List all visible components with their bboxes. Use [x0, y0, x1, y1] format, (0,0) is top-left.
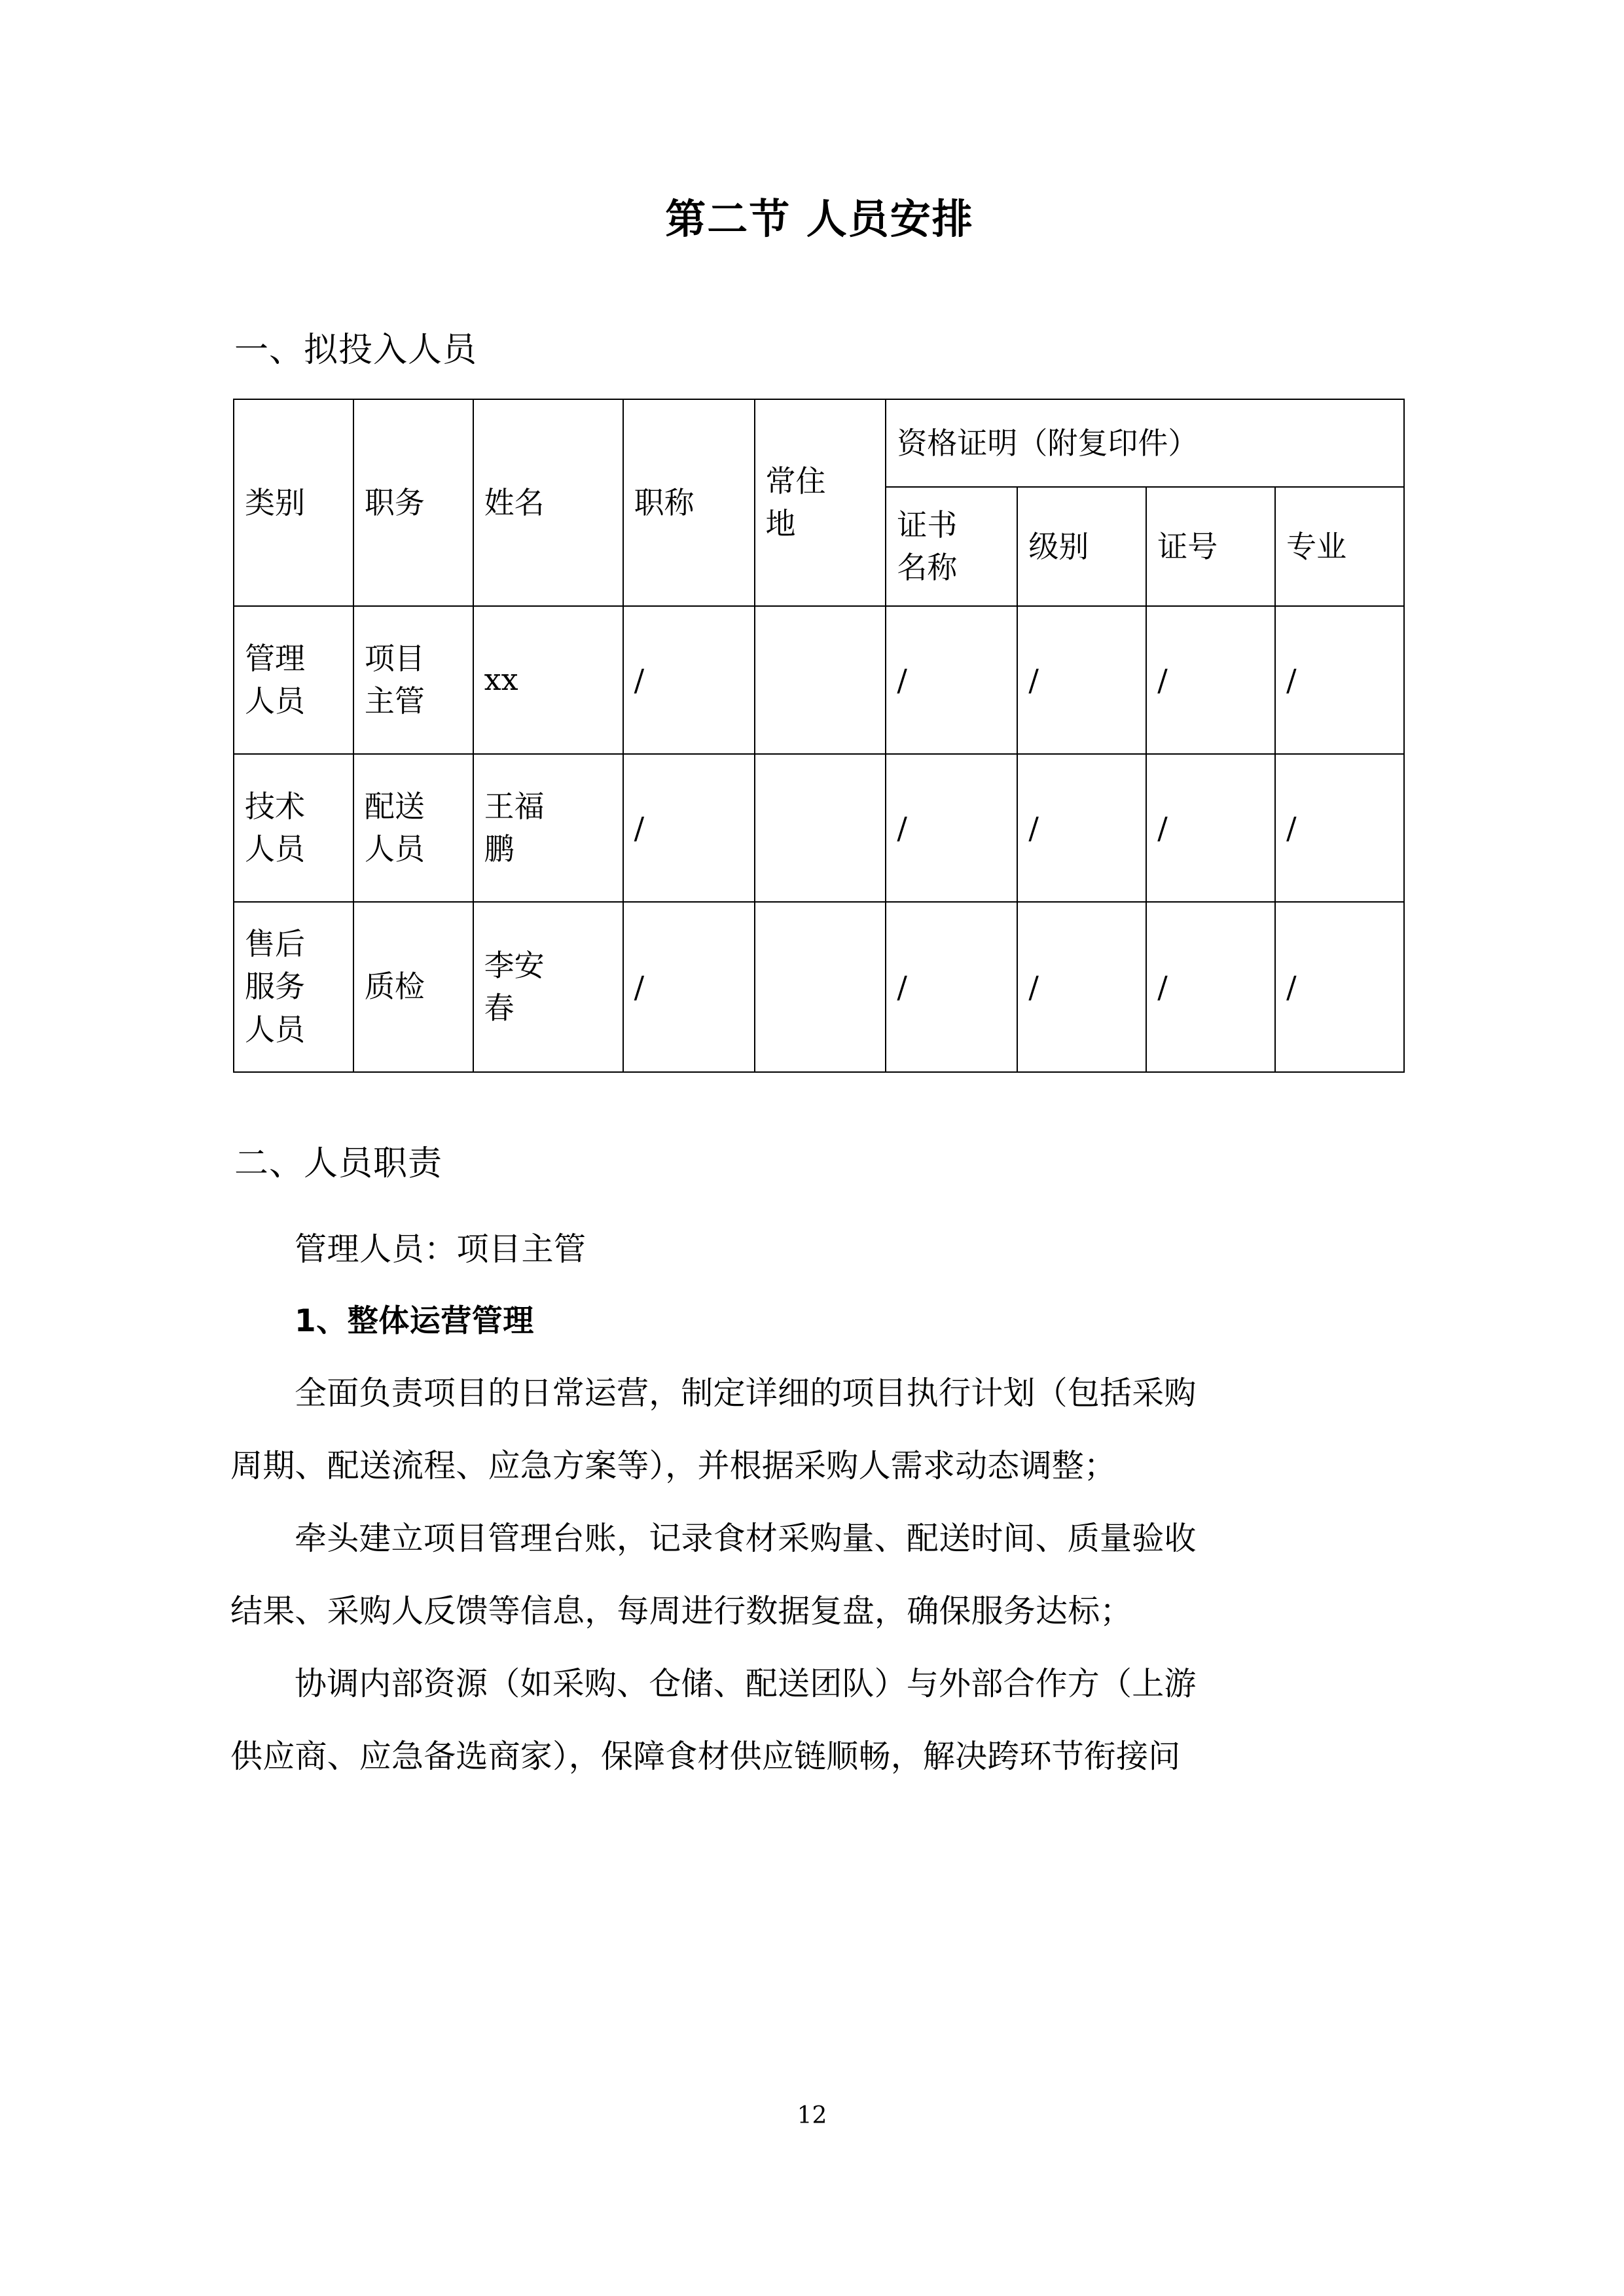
cell-residence	[755, 754, 886, 902]
cell-title-rank: /	[623, 754, 755, 902]
cert-name-line-2: 名称	[897, 550, 958, 585]
column-header-name: 姓名	[473, 399, 623, 606]
position-line-2: 人员	[364, 831, 425, 867]
category-line-1: 售后	[245, 926, 305, 962]
column-header-cert-name	[886, 487, 1017, 606]
cell-cert-number: /	[1146, 606, 1275, 754]
table-row	[234, 902, 1404, 1072]
table-body	[234, 606, 1404, 1072]
category-line-2: 人员	[245, 683, 305, 719]
paragraph-3-line-2: 供应商、应急备选商家），保障食材供应链顺畅，解决跨环节衔接问	[230, 1738, 1181, 1775]
cell-residence	[755, 606, 886, 754]
cell-cert-major: /	[1275, 754, 1404, 902]
name-line-2: 春	[484, 990, 514, 1026]
name-line-1: 王福	[484, 788, 545, 824]
table-row	[234, 606, 1404, 754]
paragraph-1-line-2: 周期、配送流程、应急方案等），并根据采购人需求动态调整；	[230, 1447, 1117, 1484]
page-title: 第二节 人员安排	[665, 195, 974, 243]
personnel-table	[233, 399, 1405, 1073]
cell-category	[234, 754, 353, 902]
name-line-1: xx	[484, 662, 518, 698]
cell-residence	[755, 902, 886, 1072]
paragraph-1-line-1: 全面负责项目的日常运营，制定详细的项目执行计划（包括采购	[295, 1374, 1197, 1412]
page-number: 12	[797, 2102, 827, 2129]
cell-cert-major: /	[1275, 902, 1404, 1072]
cell-category	[234, 902, 353, 1072]
cell-category	[234, 606, 353, 754]
position-line-1: 项目	[364, 640, 425, 676]
name-line-2: 鹏	[484, 831, 514, 867]
position-line-1: 质检	[364, 969, 425, 1005]
cell-title-rank: /	[623, 902, 755, 1072]
cell-position	[353, 754, 473, 902]
category-line-1: 管理	[245, 640, 305, 676]
cell-cert-number: /	[1146, 902, 1275, 1072]
table-row	[234, 754, 1404, 902]
cell-name	[473, 606, 623, 754]
column-header-category: 类别	[234, 399, 353, 606]
section-heading-one: 一、拟投入人员	[234, 331, 478, 370]
column-header-cert-number: 证号	[1146, 487, 1275, 606]
column-header-title-rank: 职称	[623, 399, 755, 606]
cell-cert-major: /	[1275, 606, 1404, 754]
column-header-cert-level: 级别	[1017, 487, 1146, 606]
cell-title-rank: /	[623, 606, 755, 754]
cell-position	[353, 606, 473, 754]
column-header-qualification-group: 资格证明（附复印件）	[886, 399, 1404, 487]
category-line-2: 人员	[245, 831, 305, 867]
cell-name	[473, 902, 623, 1072]
cert-name-line-1: 证书	[897, 507, 958, 543]
category-line-2: 服务	[245, 969, 305, 1005]
table-head	[234, 399, 1404, 606]
page-content	[230, 0, 1409, 1775]
category-line-1: 技术	[245, 788, 305, 824]
column-header-residence	[755, 399, 886, 606]
paragraph-3-line-1: 协调内部资源（如采购、仓储、配送团队）与外部合作方（上游	[295, 1665, 1197, 1702]
responsibility-item-heading: 1、整体运营管理	[295, 1303, 534, 1339]
personnel-table-container	[230, 399, 1409, 1073]
table-header-row-group	[234, 399, 1404, 487]
category-line-3: 人员	[245, 1011, 305, 1047]
cell-cert-name: /	[886, 606, 1017, 754]
paragraph-2-line-2: 结果、采购人反馈等信息，每周进行数据复盘，确保服务达标；	[230, 1592, 1132, 1630]
cell-cert-level: /	[1017, 606, 1146, 754]
name-line-1: 李安	[484, 947, 545, 983]
position-line-1: 配送	[364, 788, 425, 824]
column-header-position: 职务	[353, 399, 473, 606]
cell-cert-name: /	[886, 902, 1017, 1072]
section-heading-two: 二、人员职责	[234, 1144, 443, 1183]
cell-name	[473, 754, 623, 902]
cell-cert-number: /	[1146, 754, 1275, 902]
role-line: 管理人员：项目主管	[295, 1230, 586, 1268]
cell-position	[353, 902, 473, 1072]
column-header-cert-major: 专业	[1275, 487, 1404, 606]
cell-cert-level: /	[1017, 902, 1146, 1072]
cell-cert-level: /	[1017, 754, 1146, 902]
position-line-2: 主管	[364, 683, 425, 719]
residence-line-1: 常住	[765, 463, 826, 499]
residence-line-2: 地	[765, 506, 796, 541]
paragraph-2-line-1: 牵头建立项目管理台账，记录食材采购量、配送时间、质量验收	[295, 1520, 1197, 1557]
cell-cert-name: /	[886, 754, 1017, 902]
